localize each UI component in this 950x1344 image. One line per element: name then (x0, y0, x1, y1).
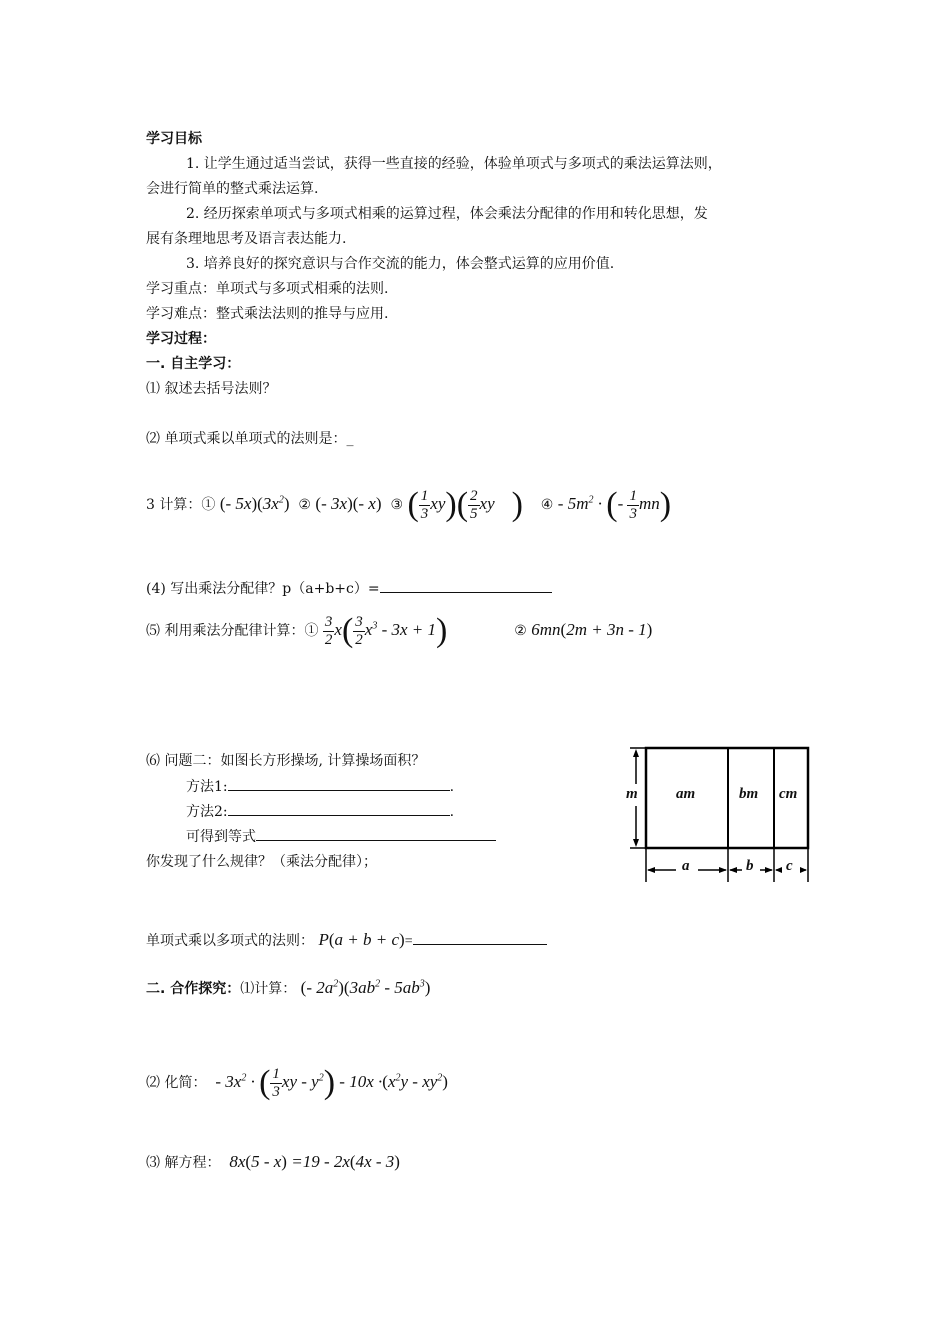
question-6: ⑹ 问题二：如图长方形操场, 计算操场面积？ (146, 753, 426, 769)
objectives-heading: 学习目标 (146, 131, 202, 147)
process-heading: 学习过程： (146, 331, 216, 347)
marker-4: ④ (540, 496, 554, 513)
part2-q1: ⑴计算： (240, 981, 297, 997)
objective-2-line1: 2. 经历探索单项式与多项式相乘的运算过程，体会乘法分配律的作用和转化思想，发 (186, 206, 708, 222)
question-3 (146, 488, 671, 522)
marker-5-2: ② (514, 622, 527, 639)
expr-3-2: (- 3x)(- x) (315, 493, 382, 513)
marker-3: ③ (390, 496, 403, 513)
method-2: 方法2: . (186, 804, 455, 820)
expr-rule: P(a + b + c)= (318, 930, 413, 949)
discovery-line: 你发现了什么规律？（乘法分配律）； (146, 854, 377, 870)
question-2: ⑵ 单项式乘以单项式的法则是：_ (146, 431, 354, 447)
question-1: ⑴ 叙述去括号法则？ (146, 381, 277, 397)
label-cm: cm (779, 786, 798, 802)
answer-blank[interactable] (380, 579, 552, 593)
objective-2-line2: 展有条理地思考及语言表达能力. (146, 231, 347, 247)
learning-difficulty: 学习难点：整式乘法法则的推导与应用. (146, 306, 389, 322)
marker-1: ① (201, 496, 216, 513)
label-bm: bm (739, 786, 759, 802)
part2-heading-line (146, 978, 430, 998)
label-a: a (682, 858, 690, 874)
marker-2: ② (298, 496, 311, 513)
part2-q3-line: ⑶ 解方程： 8x(5 - x) =19 - 2x(4x - 3) (146, 1152, 400, 1171)
expr-p2-1: (- $2a^2)(3ab^2 - 5ab^3)$ (300, 978, 431, 997)
method-2-blank[interactable] (228, 802, 450, 816)
expr-5-1: $\frac{3}{2}$ x( $\frac{3}{2}$ $x^3 - 3x + 1$) (324, 612, 448, 649)
equation-blank[interactable] (256, 827, 496, 841)
question-3-label: 3 计算： (146, 496, 202, 513)
learning-focus: 学习重点：单项式与多项式相乘的法则. (146, 281, 389, 297)
equation-line: 可得到等式 (186, 826, 496, 846)
expr-3-3: ( $\frac{1}{3}$ xy)( $\frac{2}{5}$ xy ) (407, 486, 523, 523)
label-am: am (676, 786, 696, 802)
expr-3-4: - $5m^2$ · (- $\frac{1}{3}$ mn) (557, 486, 672, 523)
objective-1-line1: 1. 让学生通过适当尝试，获得一些直接的经验，体验单项式与多项式的乘法运算法则， (186, 156, 722, 172)
label-m: m (626, 786, 638, 802)
objective-1-line2: 会进行简单的整式乘法运算. (146, 181, 319, 197)
objective-3: 3. 培养良好的探究意识与合作交流的能力，体会整式运算的应用价值. (186, 256, 615, 272)
question-4: (4) 写出乘法分配律？p（a+b+c）= (146, 578, 552, 598)
question-5: ⑸ 利用乘法分配律计算：① $\frac{3}{2}$ x( $\frac{3}{2}$ $x^3 - 3x + 1$) ② 6mn(2m + 3n - 1) (146, 612, 653, 649)
expr-p2-2: - $3x^2$ · ( $\frac{1}{3}$ xy - $y^2) - 10x \cdot(x^2y - xy^2)$ (215, 1064, 448, 1101)
method-1-blank[interactable] (228, 777, 450, 791)
expr-5-2: 6mn(2m + 3n - 1) (531, 619, 653, 639)
part2-heading: 二. 合作探究： (146, 981, 241, 997)
rule-line: 单项式乘以多项式的法则： P(a + b + c)= (146, 930, 547, 950)
label-c: c (786, 858, 793, 874)
part1-heading: 一. 自主学习： (146, 356, 241, 372)
label-b: b (746, 858, 754, 874)
rectangle-field-figure (626, 744, 816, 890)
expr-p2-3: 8x(5 - x) =19 - 2x(4x - 3) (229, 1152, 400, 1171)
rule-blank[interactable] (413, 931, 547, 945)
expr-3-1: (- $5x)(3x^2)$ (219, 493, 290, 513)
part2-q2-line: ⑵ 化简： - $3x^2$ · ( $\frac{1}{3}$ xy - $y^2) - 10x \cdot(x^2y - xy^2)$ (146, 1064, 448, 1101)
method-1: 方法1: . (186, 779, 455, 795)
